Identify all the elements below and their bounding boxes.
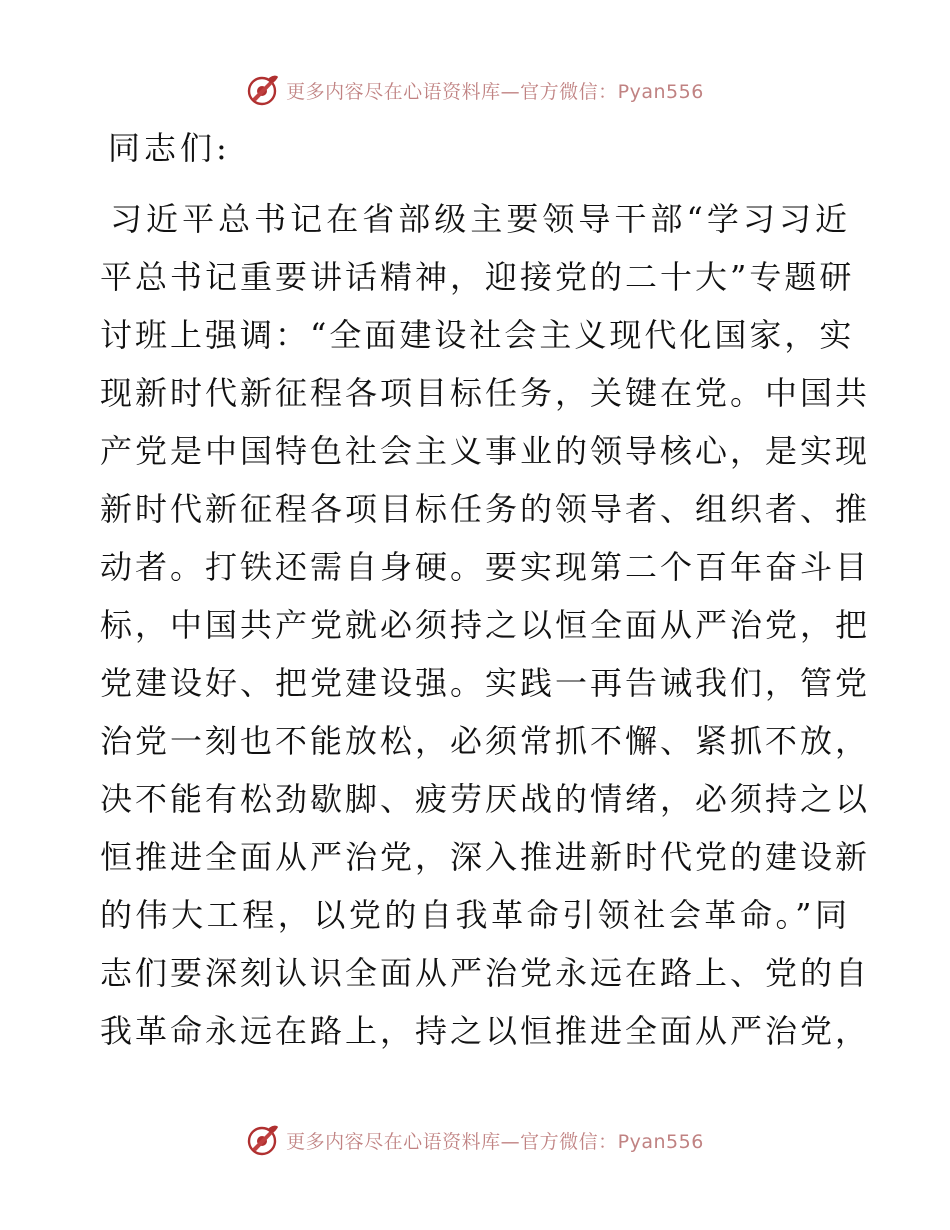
text-line: 产党是中国特色社会主义事业的领导核心，是实现	[100, 432, 871, 470]
text-line: 志们要深刻认识全面从严治党永远在路上、党的自	[100, 954, 871, 992]
text-line: 治党一刻也不能放松，必须常抓不懈、紧抓不放，	[100, 722, 871, 760]
text-line: 的伟大工程，以党的自我革命引领社会革命。”同	[100, 896, 850, 934]
text-line: 党建设好、把党建设强。实践一再告诫我们，管党	[100, 664, 871, 702]
text-line: 动者。打铁还需自身硬。要实现第二个百年奋斗目	[100, 548, 871, 586]
quill-seal-icon	[246, 1123, 280, 1157]
text-line: 我革命永远在路上，持之以恒推进全面从严治党，	[100, 1012, 871, 1050]
banner-text: 更多内容尽在心语资料库—官方微信：Pyan556	[286, 1130, 704, 1153]
text-line: 恒推进全面从严治党，深入推进新时代党的建设新	[100, 838, 871, 876]
banner-text: 更多内容尽在心语资料库—官方微信：Pyan556	[286, 80, 704, 103]
text-line: 新时代新征程各项目标任务的领导者、组织者、推	[100, 490, 871, 528]
quill-seal-icon	[246, 73, 280, 107]
footer-banner	[0, 1120, 950, 1160]
text-line: 习近平总书记在省部级主要领导干部“学习习近	[110, 200, 850, 238]
header-banner	[0, 70, 950, 110]
body-paragraph	[100, 190, 871, 1060]
text-line: 标，中国共产党就必须持之以恒全面从严治党，把	[100, 606, 871, 644]
text-line: 讨班上强调：“全面建设社会主义现代化国家，实	[100, 316, 855, 354]
text-line: 现新时代新征程各项目标任务，关键在党。中国共	[100, 374, 871, 412]
text-line: 平总书记重要讲话精神，迎接党的二十大”专题研	[100, 258, 855, 296]
greeting: 同志们:	[108, 129, 231, 167]
text-line: 决不能有松劲歇脚、疲劳厌战的情绪，必须持之以	[100, 780, 871, 818]
